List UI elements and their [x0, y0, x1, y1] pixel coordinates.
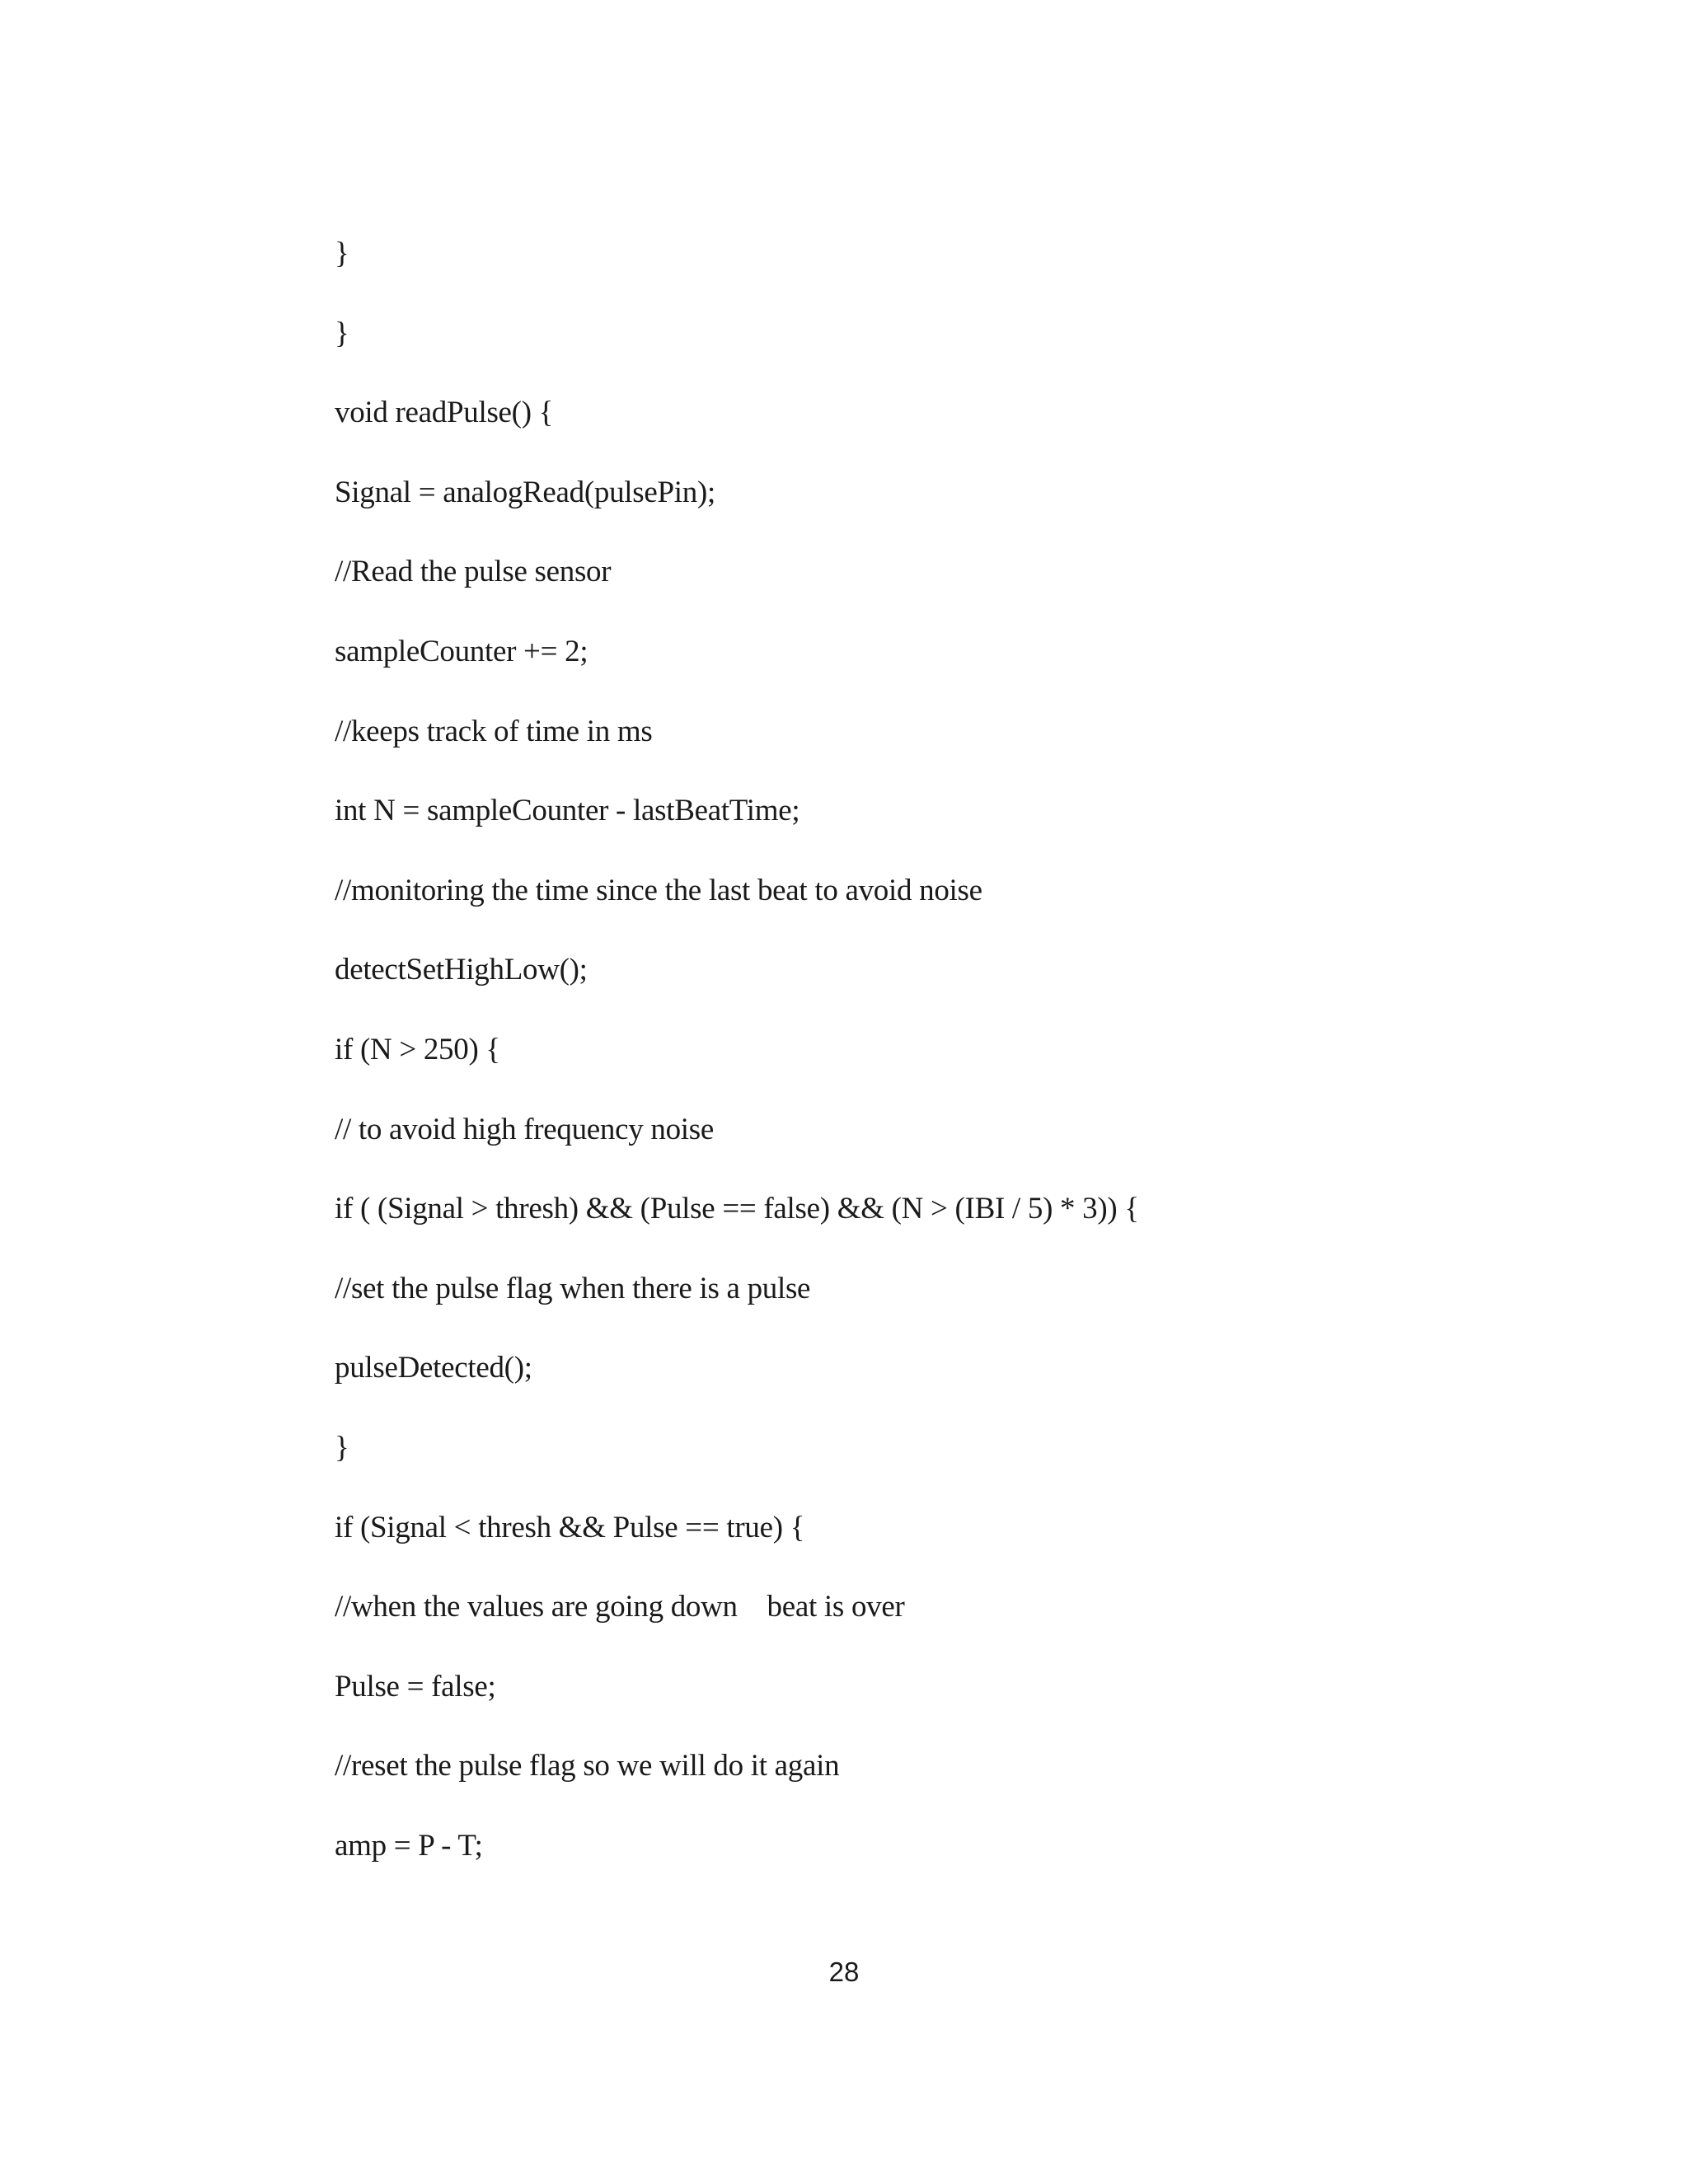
- code-line-14: //set the pulse flag when there is a pulse: [335, 1271, 811, 1305]
- code-line-8: int N = sampleCounter - lastBeatTime;: [335, 794, 800, 828]
- code-line-3: void readPulse() {: [335, 396, 554, 430]
- code-line-13: if ( (Signal > thresh) && (Pulse == false) && (N > (IBI / 5) * 3)) {: [335, 1192, 1139, 1226]
- code-line-16: }: [335, 1430, 349, 1465]
- code-line-2: }: [335, 316, 349, 350]
- code-line-4: Signal = analogRead(pulsePin);: [335, 475, 715, 509]
- code-line-5: //Read the pulse sensor: [335, 555, 612, 589]
- code-line-9: //monitoring the time since the last beat to avoid noise: [335, 873, 982, 907]
- code-line-12: // to avoid high frequency noise: [335, 1112, 714, 1146]
- page-number: 28: [828, 1957, 860, 1987]
- code-line-18: //when the values are going down beat is over: [335, 1590, 905, 1624]
- code-listing: [335, 229, 1571, 1900]
- code-line-19: Pulse = false;: [335, 1669, 496, 1704]
- code-line-11: if (N > 250) {: [335, 1032, 500, 1066]
- code-line-7: //keeps track of time in ms: [335, 714, 653, 748]
- code-line-17: if (Signal < thresh && Pulse == true) {: [335, 1510, 805, 1544]
- code-line-15: pulseDetected();: [335, 1351, 532, 1385]
- code-line-1: }: [335, 237, 349, 270]
- code-line-21: amp = P - T;: [335, 1828, 483, 1863]
- code-line-20: //reset the pulse flag so we will do it again: [335, 1749, 840, 1783]
- code-line-10: detectSetHighLow();: [335, 953, 588, 987]
- code-line-6: sampleCounter += 2;: [335, 634, 588, 668]
